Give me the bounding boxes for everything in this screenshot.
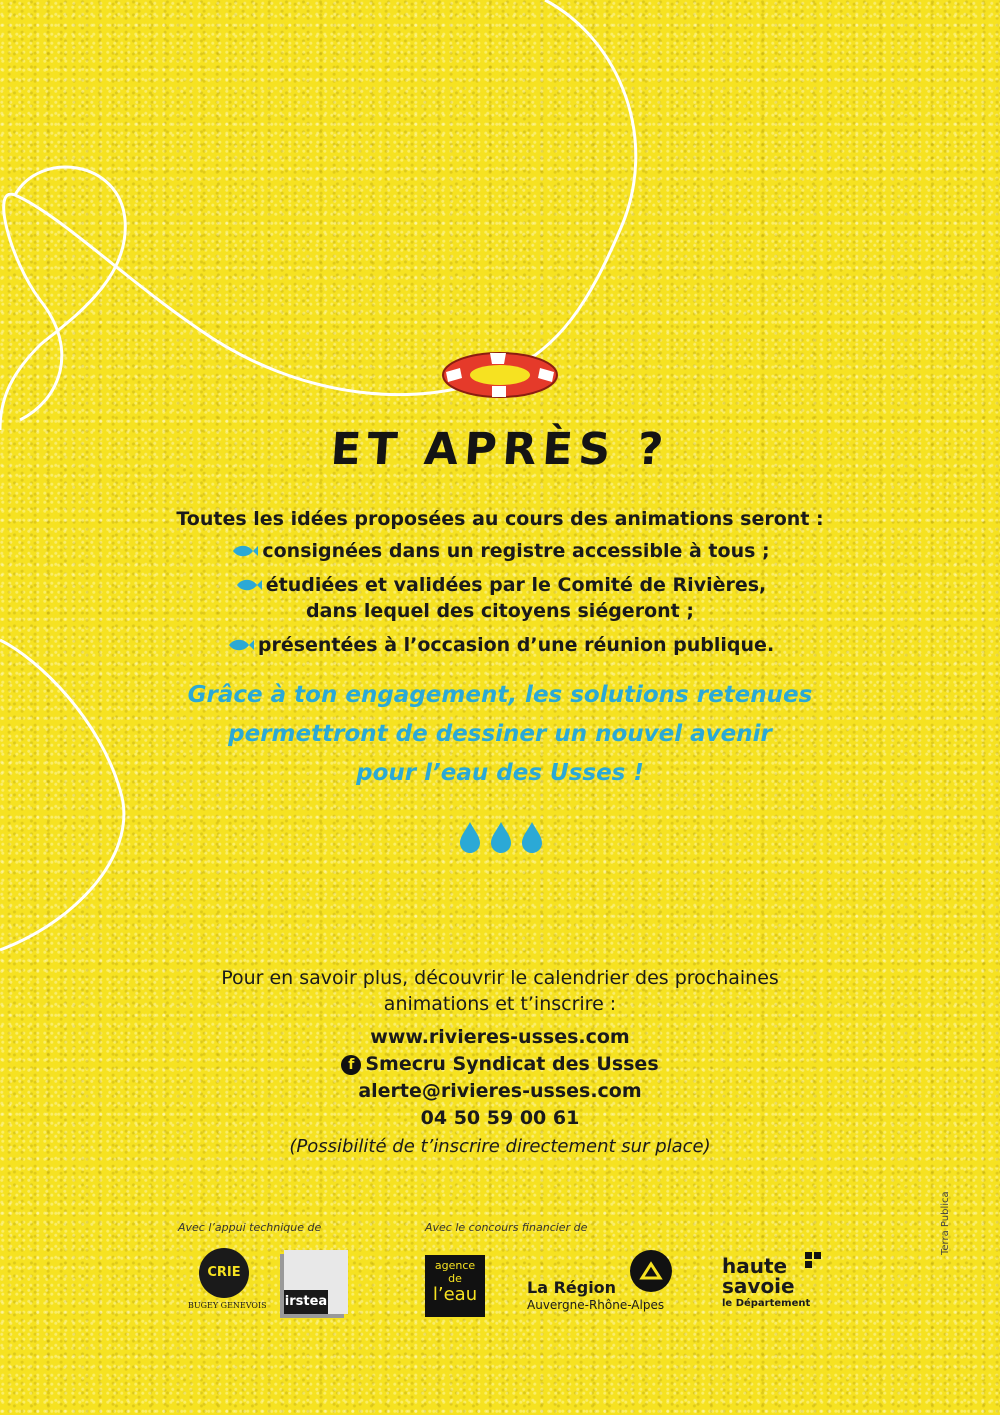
technical-caption: Avec l’appui technique de bbox=[178, 1221, 322, 1234]
region-name: La Région bbox=[527, 1278, 617, 1297]
crie-subtitle: BUGEY GENEVOIS bbox=[188, 1301, 267, 1310]
more-info bbox=[0, 965, 1000, 1017]
agence-line: agence bbox=[434, 1259, 476, 1272]
cta-line: Grâce à ton engagement, les solutions retenues bbox=[187, 682, 813, 708]
haute-savoie-emblem-icon bbox=[805, 1252, 821, 1268]
bullet-text: dans lequel des citoyens siégeront ; bbox=[306, 600, 694, 622]
contact-block bbox=[0, 1024, 1000, 1132]
facebook-label: Smecru Syndicat des Usses bbox=[365, 1053, 659, 1075]
hs-word: savoie bbox=[722, 1274, 795, 1298]
info-line: Pour en savoir plus, découvrir le calendrier des prochaines bbox=[221, 967, 779, 989]
region-emblem-icon bbox=[630, 1250, 672, 1292]
hs-word: haute bbox=[722, 1254, 788, 1278]
agence-eau-logo bbox=[425, 1255, 485, 1317]
designer-credit bbox=[940, 1191, 1000, 1305]
water-drops-icon bbox=[458, 820, 544, 854]
list-item bbox=[0, 538, 1000, 564]
fish-icon bbox=[234, 577, 262, 593]
info-line: animations et t’inscrire : bbox=[383, 993, 617, 1015]
region-logo bbox=[525, 1250, 680, 1316]
fish-icon bbox=[230, 543, 258, 559]
cta-line: pour l’eau des Usses ! bbox=[356, 760, 644, 786]
cta-line: permettront de dessiner un nouvel avenir bbox=[228, 721, 772, 747]
irstea-label: irstea bbox=[284, 1290, 328, 1314]
call-to-action bbox=[0, 676, 1000, 793]
hs-subtitle: le Département bbox=[722, 1298, 811, 1309]
crie-emblem: CRIE bbox=[199, 1248, 249, 1298]
agence-line: l’eau bbox=[432, 1284, 478, 1305]
website-link[interactable]: www.rivieres-usses.com bbox=[370, 1026, 630, 1048]
bullet-text: étudiées et validées par le Comité de Rivières, bbox=[265, 574, 767, 596]
facebook-link[interactable] bbox=[0, 1051, 1000, 1078]
bullet-text: présentées à l’occasion d’une réunion publique. bbox=[257, 634, 775, 656]
email-link[interactable]: alerte@rivieres-usses.com bbox=[358, 1080, 642, 1102]
financial-caption: Avec le concours financier de bbox=[425, 1221, 588, 1234]
lifebuoy-icon bbox=[440, 350, 560, 400]
credit-text: Terra Publica bbox=[940, 1191, 951, 1255]
registration-note: (Possibilité de t’inscrire directement sur place) bbox=[289, 1136, 711, 1157]
phone-number: 04 50 59 00 61 bbox=[420, 1107, 580, 1129]
page-title: ET APRÈS ? bbox=[329, 424, 671, 475]
irstea-logo bbox=[284, 1250, 348, 1314]
bullet-text: consignées dans un registre accessible à tous ; bbox=[262, 540, 770, 562]
list-item bbox=[0, 572, 1000, 624]
list-item bbox=[0, 632, 1000, 658]
intro-text: Toutes les idées proposées au cours des animations seront : bbox=[176, 508, 824, 530]
agence-line: de bbox=[448, 1272, 462, 1285]
crie-logo bbox=[188, 1248, 267, 1318]
region-subtitle: Auvergne-Rhône-Alpes bbox=[527, 1298, 665, 1312]
fish-icon bbox=[226, 637, 254, 653]
haute-savoie-logo bbox=[720, 1252, 830, 1318]
facebook-icon: f bbox=[341, 1055, 361, 1075]
bullet-list bbox=[0, 538, 1000, 666]
